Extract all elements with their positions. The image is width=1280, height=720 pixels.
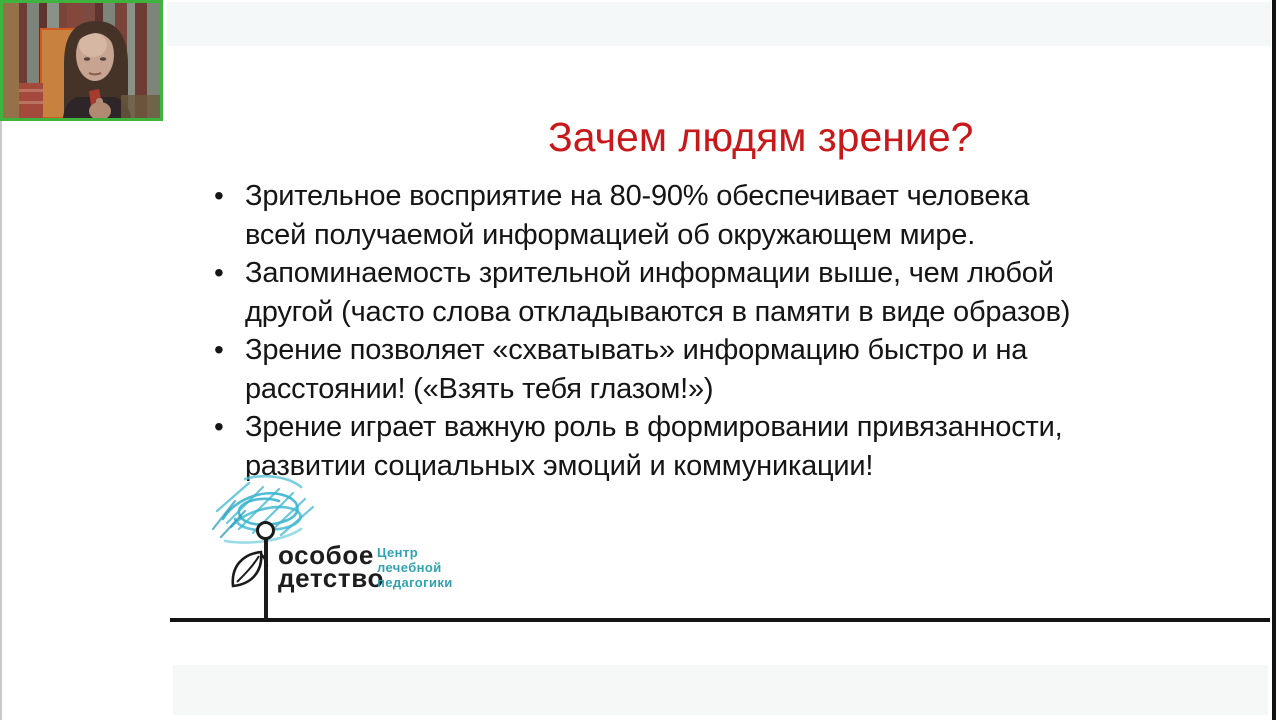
slide-title: Зачем людям зрение? [548,114,974,160]
ring-icon [256,521,275,540]
bullet-marker: • [214,411,224,442]
slide-right-border [1272,0,1276,720]
bullet-text-line: расстоянии! («Взять тебя глазом!») [245,372,714,405]
bullet-list [214,177,1224,485]
bullet-item-1 [214,177,1224,254]
bullet-text-line: развитии социальных эмоций и коммуникации! [245,449,874,482]
leaf-icon [227,548,269,592]
bullet-marker: • [214,180,224,211]
logo-org-name-line2: детство [278,562,384,593]
webcam-video[interactable] [0,0,163,121]
bullet-text-line: Зрительное восприятие на 80-90% обеспечивает человека [245,180,1030,212]
screen-left-edge [0,121,2,720]
logo-subtitle-line1: Центр [377,545,419,560]
bullet-text-line: Запоминаемость зрительной информации выше, чем любой [245,257,1054,289]
bullet-item-3 [214,331,1224,408]
slide-bottom-band [173,665,1268,715]
bullet-text-line: другой (часто слова откладываются в памяти в виде образов) [245,295,1071,328]
slide-top-band [167,2,1271,46]
slide-footer-line [170,618,1270,622]
bullet-marker: • [214,257,224,288]
logo-subtitle-line2: лечебной [377,560,442,575]
logo-subtitle [377,545,453,590]
bullet-item-4 [214,408,1224,485]
bullet-text-line: Зрение позволяет «схватывать» информацию быстро и на [245,334,1028,366]
bullet-text-line: всей получаемой информацией об окружающем мире. [245,218,976,251]
logo-org-name [278,540,384,593]
bullet-marker: • [214,334,224,365]
logo-subtitle-line3: педагогики [377,575,453,590]
webcam-scene [3,3,160,118]
logo-org-name-line1: особое [278,540,374,570]
bullet-item-2 [214,254,1224,331]
bullet-text-line: Зрение играет важную роль в формировании привязанности, [245,411,1063,443]
